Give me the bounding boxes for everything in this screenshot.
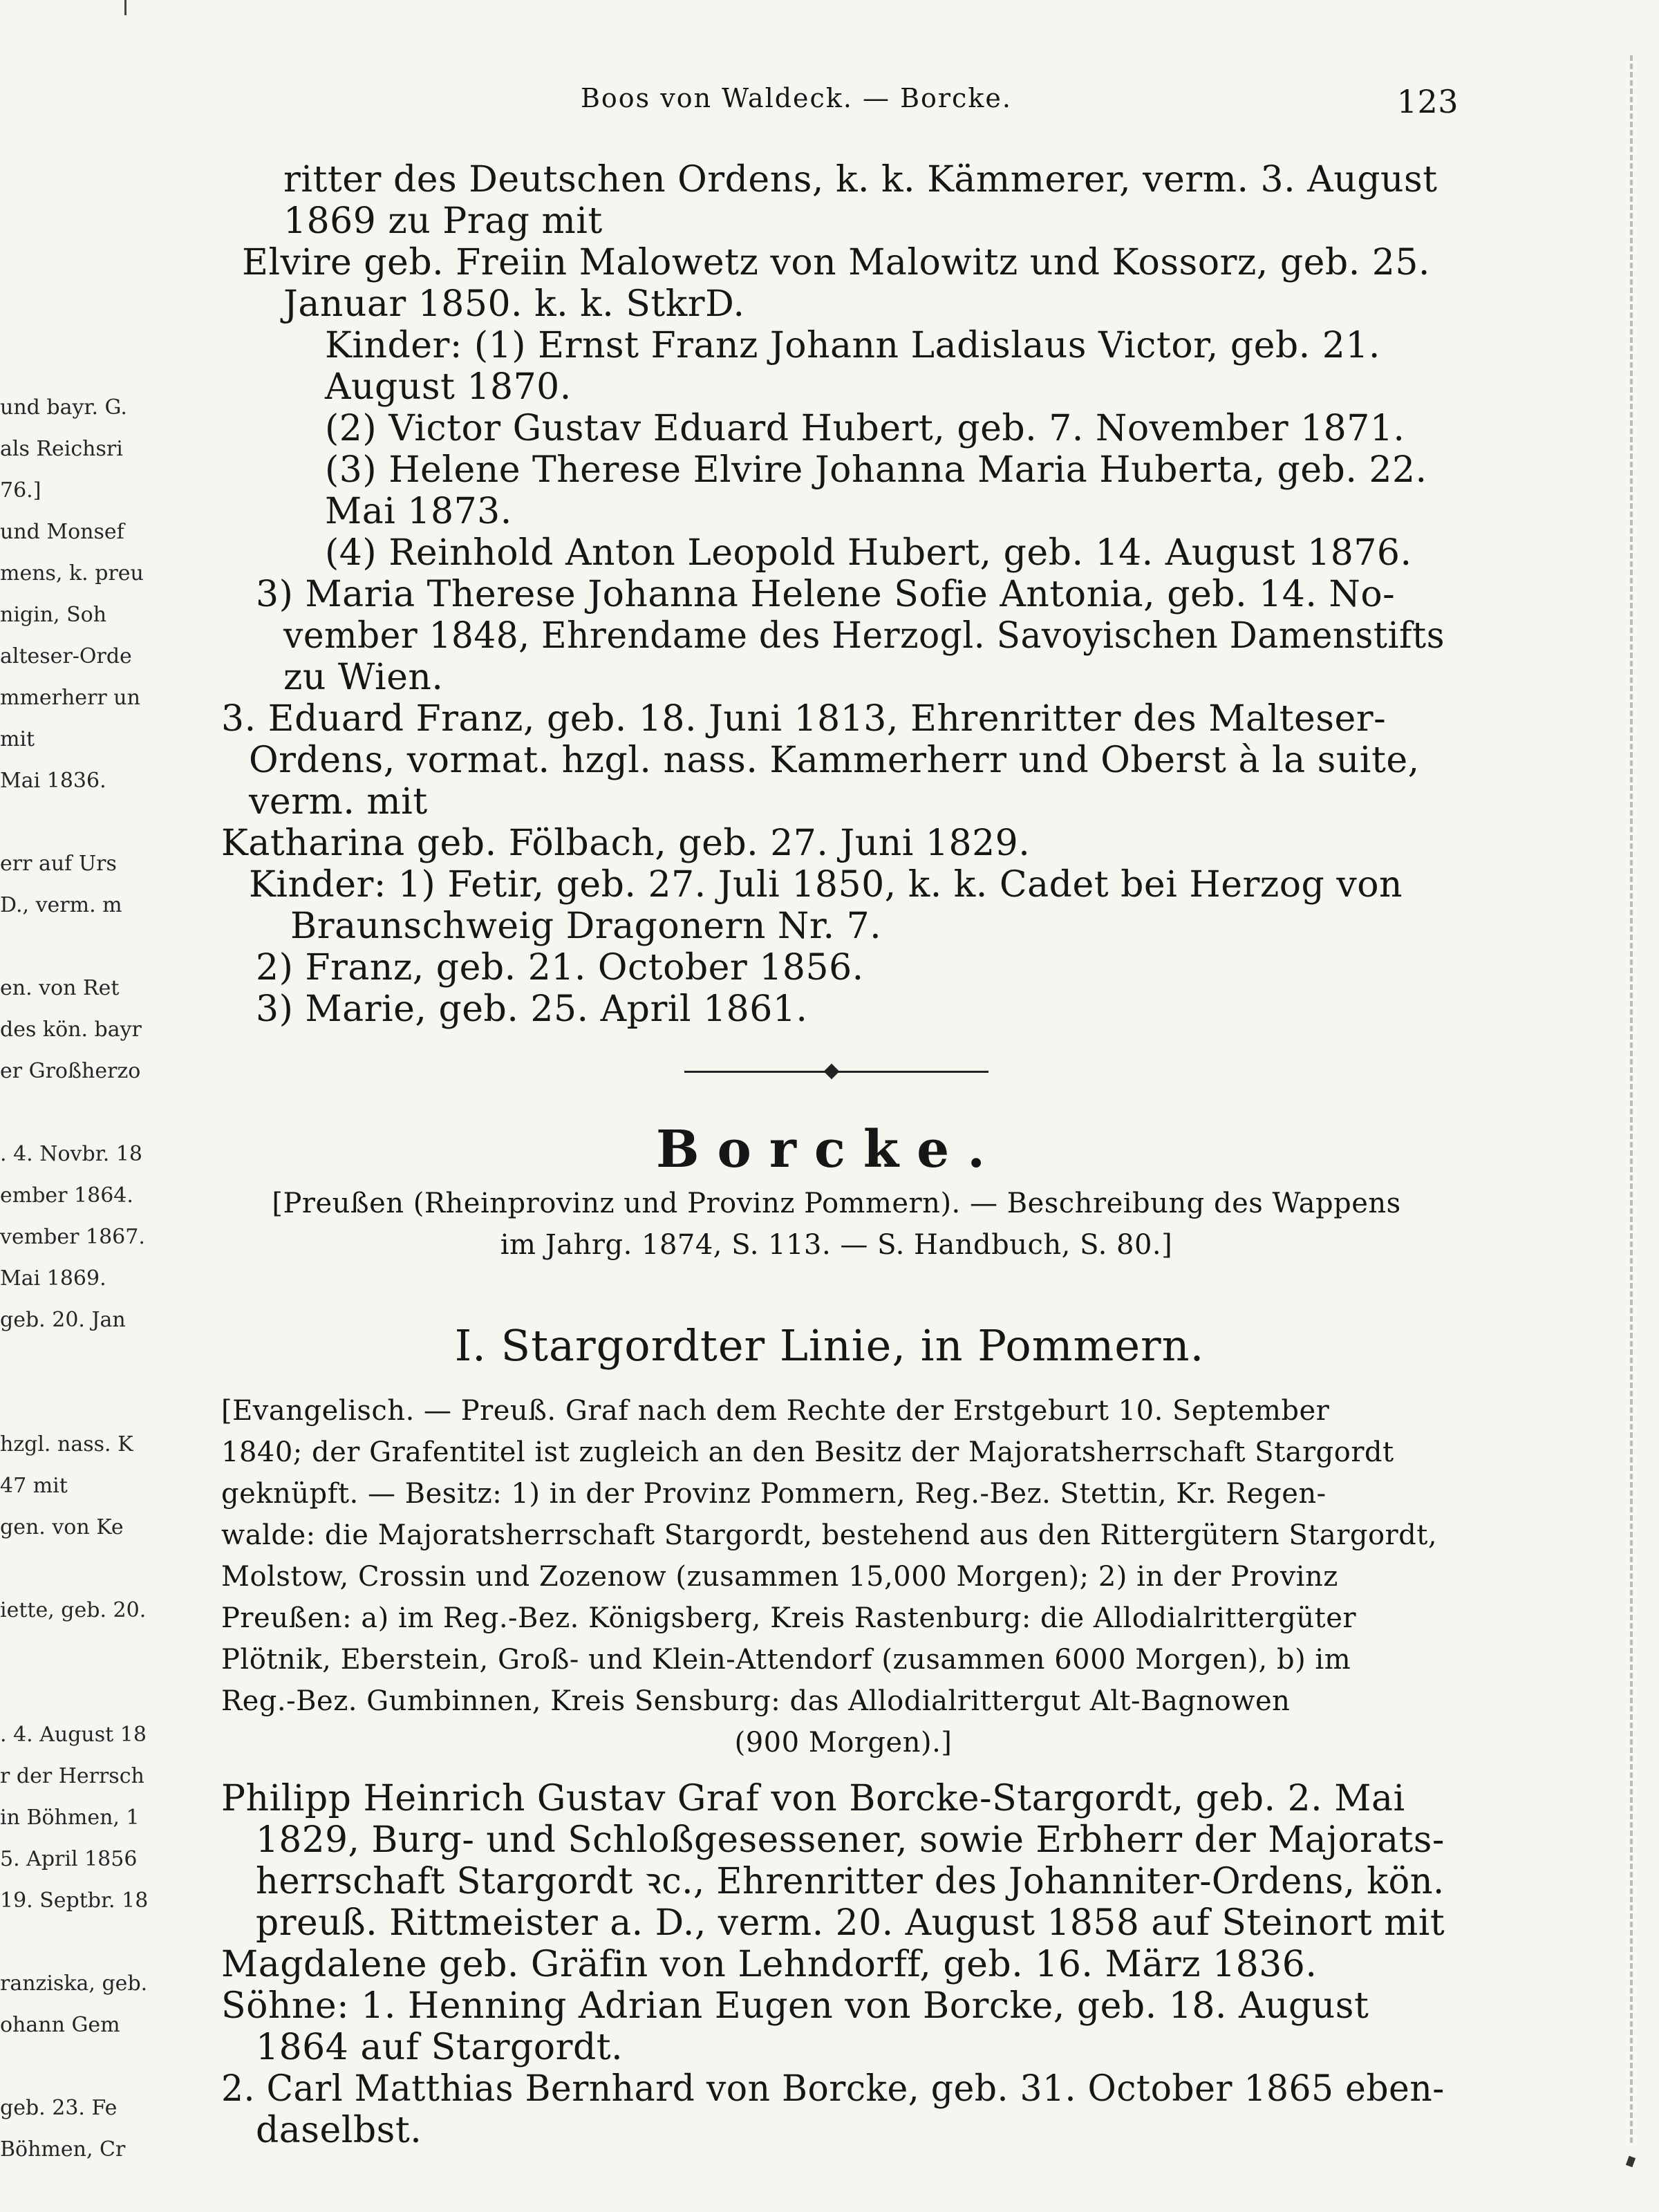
- margin-line: und Monsef: [0, 520, 124, 544]
- note-line: Preußen: a) im Reg.-Bez. Königsberg, Kreis Rastenburg: die Allodialrittergüter: [221, 1602, 1357, 1634]
- text-line: verm. mit: [249, 781, 428, 823]
- margin-line: mit: [0, 727, 35, 751]
- text-line: Mai 1873.: [325, 491, 512, 532]
- note-line: walde: die Majoratsherrschaft Stargordt, bestehend aus den Rittergütern Stargordt,: [221, 1519, 1438, 1551]
- margin-line: Mai 1869.: [0, 1266, 106, 1291]
- margin-line: 19. Septbr. 18: [0, 1888, 149, 1913]
- margin-line: ranziska, geb.: [0, 1971, 148, 1996]
- text-line: Ordens, vormat. hzgl. nass. Kammerherr und Oberst à la suite,: [249, 740, 1420, 781]
- margin-line: des kön. bayr: [0, 1018, 142, 1042]
- family-title: Borcke.: [655, 1120, 1004, 1179]
- text-line: ritter des Deutschen Ordens, k. k. Kämmerer, verm. 3. August: [283, 159, 1438, 200]
- text-line: 3. Eduard Franz, geb. 18. Juni 1813, Ehrenritter des Malteser-: [221, 698, 1387, 740]
- margin-line: als Reichsri: [0, 437, 123, 461]
- text-line: 3) Maria Therese Johanna Helene Sofie Antonia, geb. 14. No-: [256, 574, 1396, 615]
- entry-line: Söhne: 1. Henning Adrian Eugen von Borcke, geb. 18. August: [221, 1985, 1369, 2027]
- entry-line: 1864 auf Stargordt.: [256, 2027, 624, 2068]
- note-line: (900 Morgen).]: [734, 1727, 953, 1759]
- margin-line: [0, 926, 131, 968]
- margin-line: . 4. August 18: [0, 1723, 147, 1747]
- margin-line: gen. von Ke: [0, 1515, 124, 1539]
- margin-line: . 4. Novbr. 18: [0, 1142, 142, 1166]
- margin-line: [0, 1673, 131, 1714]
- margin-line: 47 mit: [0, 1474, 68, 1498]
- margin-line: in Böhmen, 1: [0, 1806, 140, 1830]
- margin-line: en. von Ret: [0, 976, 120, 1000]
- page-number: 123: [1396, 83, 1459, 120]
- text-line: Kinder: 1) Fetir, geb. 27. Juli 1850, k. k. Cadet bei Herzog von: [249, 864, 1403, 906]
- text-line: 2) Franz, geb. 21. October 1856.: [256, 947, 864, 988]
- adjacent-page-fragment: [0, 387, 149, 2171]
- text-line: zu Wien.: [283, 657, 444, 698]
- note-line: Molstow, Crossin und Zozenow (zusammen 15,000 Morgen); 2) in der Provinz: [221, 1561, 1338, 1593]
- running-title: Boos von Waldeck. — Borcke.: [581, 83, 1012, 113]
- margin-line: [0, 1922, 131, 1963]
- margin-line: mmerherr un: [0, 686, 140, 710]
- line-section-title: I. Stargordter Linie, in Pommern.: [454, 1320, 1205, 1371]
- margin-line: [0, 1631, 131, 1673]
- page-edge-rule: [1630, 55, 1633, 2143]
- margin-line: 76.]: [0, 478, 41, 503]
- margin-line: ohann Gem: [0, 2013, 120, 2037]
- margin-line: ember 1864.: [0, 1183, 133, 1208]
- top-tick-mark: [124, 0, 126, 15]
- margin-line: hzgl. nass. K: [0, 1432, 133, 1456]
- text-line: Braunschweig Dragonern Nr. 7.: [290, 906, 882, 947]
- margin-line: r der Herrsch: [0, 1764, 144, 1788]
- margin-line: 5. April 1856: [0, 1847, 138, 1871]
- text-line: Elvire geb. Freiin Malowetz von Malowitz und Kossorz, geb. 25.: [242, 242, 1430, 283]
- text-line: Januar 1850. k. k. StkrD.: [283, 283, 745, 325]
- text-line: (3) Helene Therese Elvire Johanna Maria Huberta, geb. 22.: [325, 449, 1427, 491]
- margin-line: err auf Urs: [0, 852, 117, 876]
- entry-line: 1829, Burg- und Schloßgesessener, sowie Erbherr der Majorats-: [256, 1819, 1445, 1861]
- margin-line: [0, 1382, 131, 1424]
- margin-line: Mai 1836.: [0, 769, 106, 793]
- entry-line: herrschaft Stargordt ꝛc., Ehrenritter des Johanniter-Ordens, kön.: [256, 1861, 1445, 1902]
- margin-line: [0, 1548, 131, 1590]
- ornamental-rule: [684, 1065, 988, 1078]
- rule-diamond: [824, 1064, 840, 1080]
- margin-line: mens, k. preu: [0, 561, 144, 585]
- margin-line: er Großherzo: [0, 1059, 141, 1083]
- page-edge-mark: [1626, 2156, 1635, 2168]
- entry-line: Philipp Heinrich Gustav Graf von Borcke-Stargordt, geb. 2. Mai: [221, 1778, 1405, 1819]
- note-line: [Evangelisch. — Preuß. Graf nach dem Rechte der Erstgeburt 10. September: [221, 1395, 1330, 1427]
- note-line: geknüpft. — Besitz: 1) in der Provinz Pommern, Reg.-Bez. Stettin, Kr. Regen-: [221, 1478, 1327, 1510]
- text-line: Kinder: (1) Ernst Franz Johann Ladislaus Victor, geb. 21.: [325, 325, 1380, 366]
- text-line: August 1870.: [325, 366, 572, 408]
- note-line: Plötnik, Eberstein, Groß- und Klein-Attendorf (zusammen 6000 Morgen), b) im: [221, 1644, 1351, 1676]
- note-line: 1840; der Grafentitel ist zugleich an den Besitz der Majoratsherrschaft Stargordt: [221, 1436, 1394, 1468]
- margin-line: geb. 20. Jan: [0, 1308, 126, 1332]
- info-line: [Preußen (Rheinprovinz und Provinz Pommern). — Beschreibung des Wappens: [272, 1188, 1401, 1219]
- text-line: vember 1848, Ehrendame des Herzogl. Savoyischen Damenstifts: [283, 615, 1445, 657]
- note-line: Reg.-Bez. Gumbinnen, Kreis Sensburg: das Allodialrittergut Alt-Bagnowen: [221, 1685, 1291, 1717]
- entry-line: Magdalene geb. Gräfin von Lehndorff, geb. 16. März 1836.: [221, 1944, 1318, 1985]
- info-line: im Jahrg. 1874, S. 113. — S. Handbuch, S. 80.]: [500, 1229, 1173, 1261]
- margin-line: vember 1867.: [0, 1225, 145, 1249]
- text-line: (2) Victor Gustav Eduard Hubert, geb. 7. November 1871.: [325, 408, 1405, 449]
- entry-line: preuß. Rittmeister a. D., verm. 20. August 1858 auf Steinort mit: [256, 1902, 1445, 1944]
- margin-line: Böhmen, Cr: [0, 2137, 126, 2162]
- text-line: 1869 zu Prag mit: [283, 200, 603, 242]
- margin-line: D., verm. m: [0, 893, 122, 917]
- margin-line: iette, geb. 20.: [0, 1598, 147, 1622]
- text-line: (4) Reinhold Anton Leopold Hubert, geb. 14. August 1876.: [325, 532, 1412, 574]
- margin-line: geb. 23. Fe: [0, 2096, 118, 2120]
- text-line: Katharina geb. Fölbach, geb. 27. Juni 1829.: [221, 823, 1031, 864]
- running-header: [221, 83, 1459, 131]
- entry-line: daselbst.: [256, 2110, 422, 2151]
- margin-line: alteser-Orde: [0, 644, 132, 668]
- margin-line: [0, 802, 131, 843]
- margin-line: und bayr. G.: [0, 395, 127, 420]
- entry-line: 2. Carl Matthias Bernhard von Borcke, geb. 31. October 1865 eben-: [221, 2068, 1445, 2110]
- text-line: 3) Marie, geb. 25. April 1861.: [256, 988, 808, 1030]
- margin-line: [0, 2046, 131, 2088]
- margin-line: nigin, Soh: [0, 603, 107, 627]
